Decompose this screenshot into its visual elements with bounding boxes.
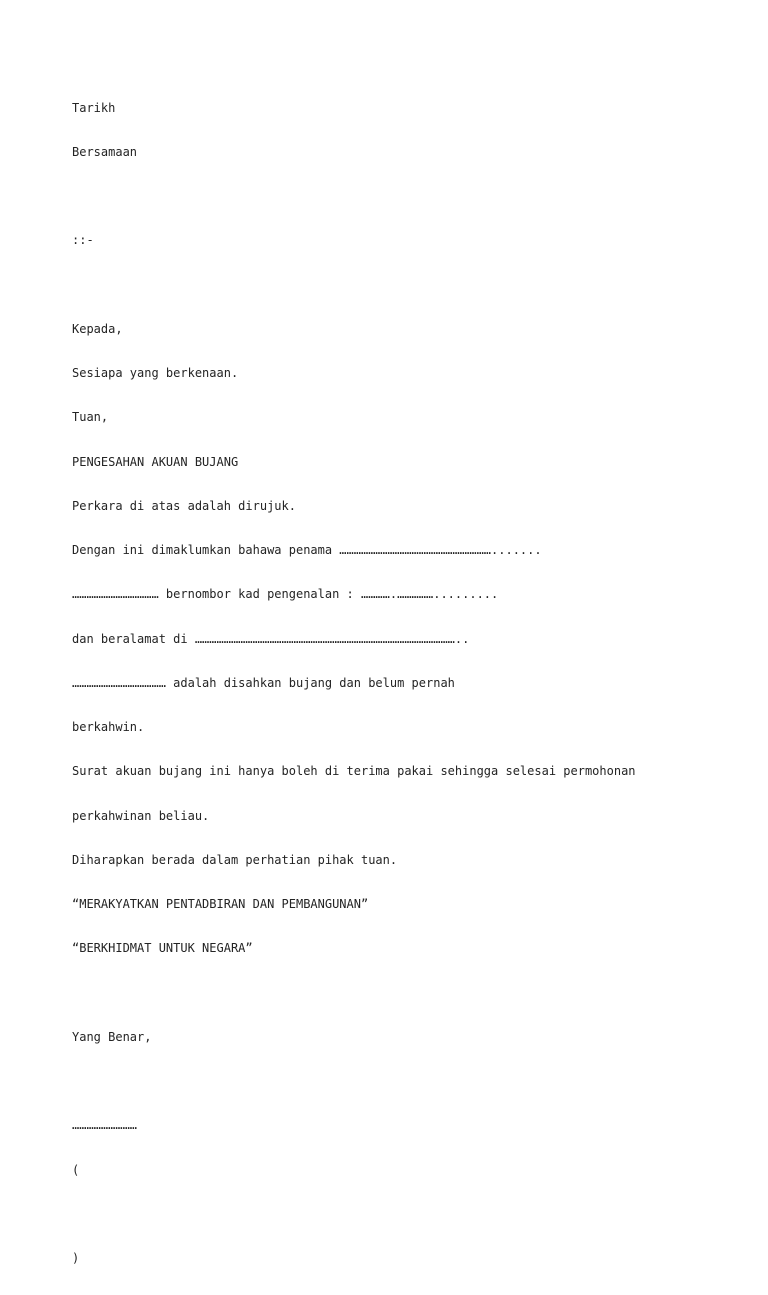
recipient-to-whom: Sesiapa yang berkenaan. (72, 366, 239, 380)
body-line-disahkan: ………………………………… adalah disahkan bujang dan belum pernah (72, 675, 455, 690)
closing-yang-benar: Yang Benar, (72, 1029, 152, 1044)
slogan-merakyatkan: “MERAKYATKAN PENTADBIRAN DAN PEMBANGUNAN” (72, 897, 369, 911)
body-line-kad-pengenalan: ……………………………… bernombor kad pengenalan : ………….……………......... (72, 587, 499, 602)
equivalent-label: Bersamaan (72, 144, 138, 159)
recipient-kepada: Kepada, (72, 321, 123, 336)
blank-line (72, 278, 636, 293)
body-line-perkahwinan: perkahwinan beliau. (72, 808, 210, 823)
body-line-terima-pakai: Surat akuan bujang ini hanya boleh di terima pakai sehingga selesai permohonan (72, 764, 636, 779)
date-label: Tarikh (72, 100, 116, 115)
signature-paren-open: ( (72, 1162, 80, 1177)
body-line-reference: Perkara di atas adalah dirujuk. (72, 498, 296, 513)
signature-dotted-line: ……………………… (72, 1118, 138, 1133)
body-line-diharapkan: Diharapkan berada dalam perhatian pihak tuan. (72, 852, 398, 867)
body-line-penama: Dengan ini dimaklumkan bahawa penama ………………………………………………………....... (72, 543, 542, 557)
subject-title: PENGESAHAN AKUAN BUJANG (72, 454, 239, 469)
blank-line (72, 1207, 636, 1222)
salutation: Tuan, (72, 410, 109, 425)
separator-line: ::- (72, 233, 94, 248)
blank-line (72, 189, 636, 204)
body-line-beralamat: dan beralamat di ……………………………………………………………………………………………….. (72, 631, 470, 646)
body-line-berkahwin: berkahwin. (72, 720, 145, 734)
signature-paren-close: ) (72, 1251, 80, 1265)
letter-text-block (72, 71, 636, 1295)
slogan-berkhidmat: “BERKHIDMAT UNTUK NEGARA” (72, 941, 253, 956)
blank-line (72, 986, 636, 1001)
blank-line (72, 1074, 636, 1089)
